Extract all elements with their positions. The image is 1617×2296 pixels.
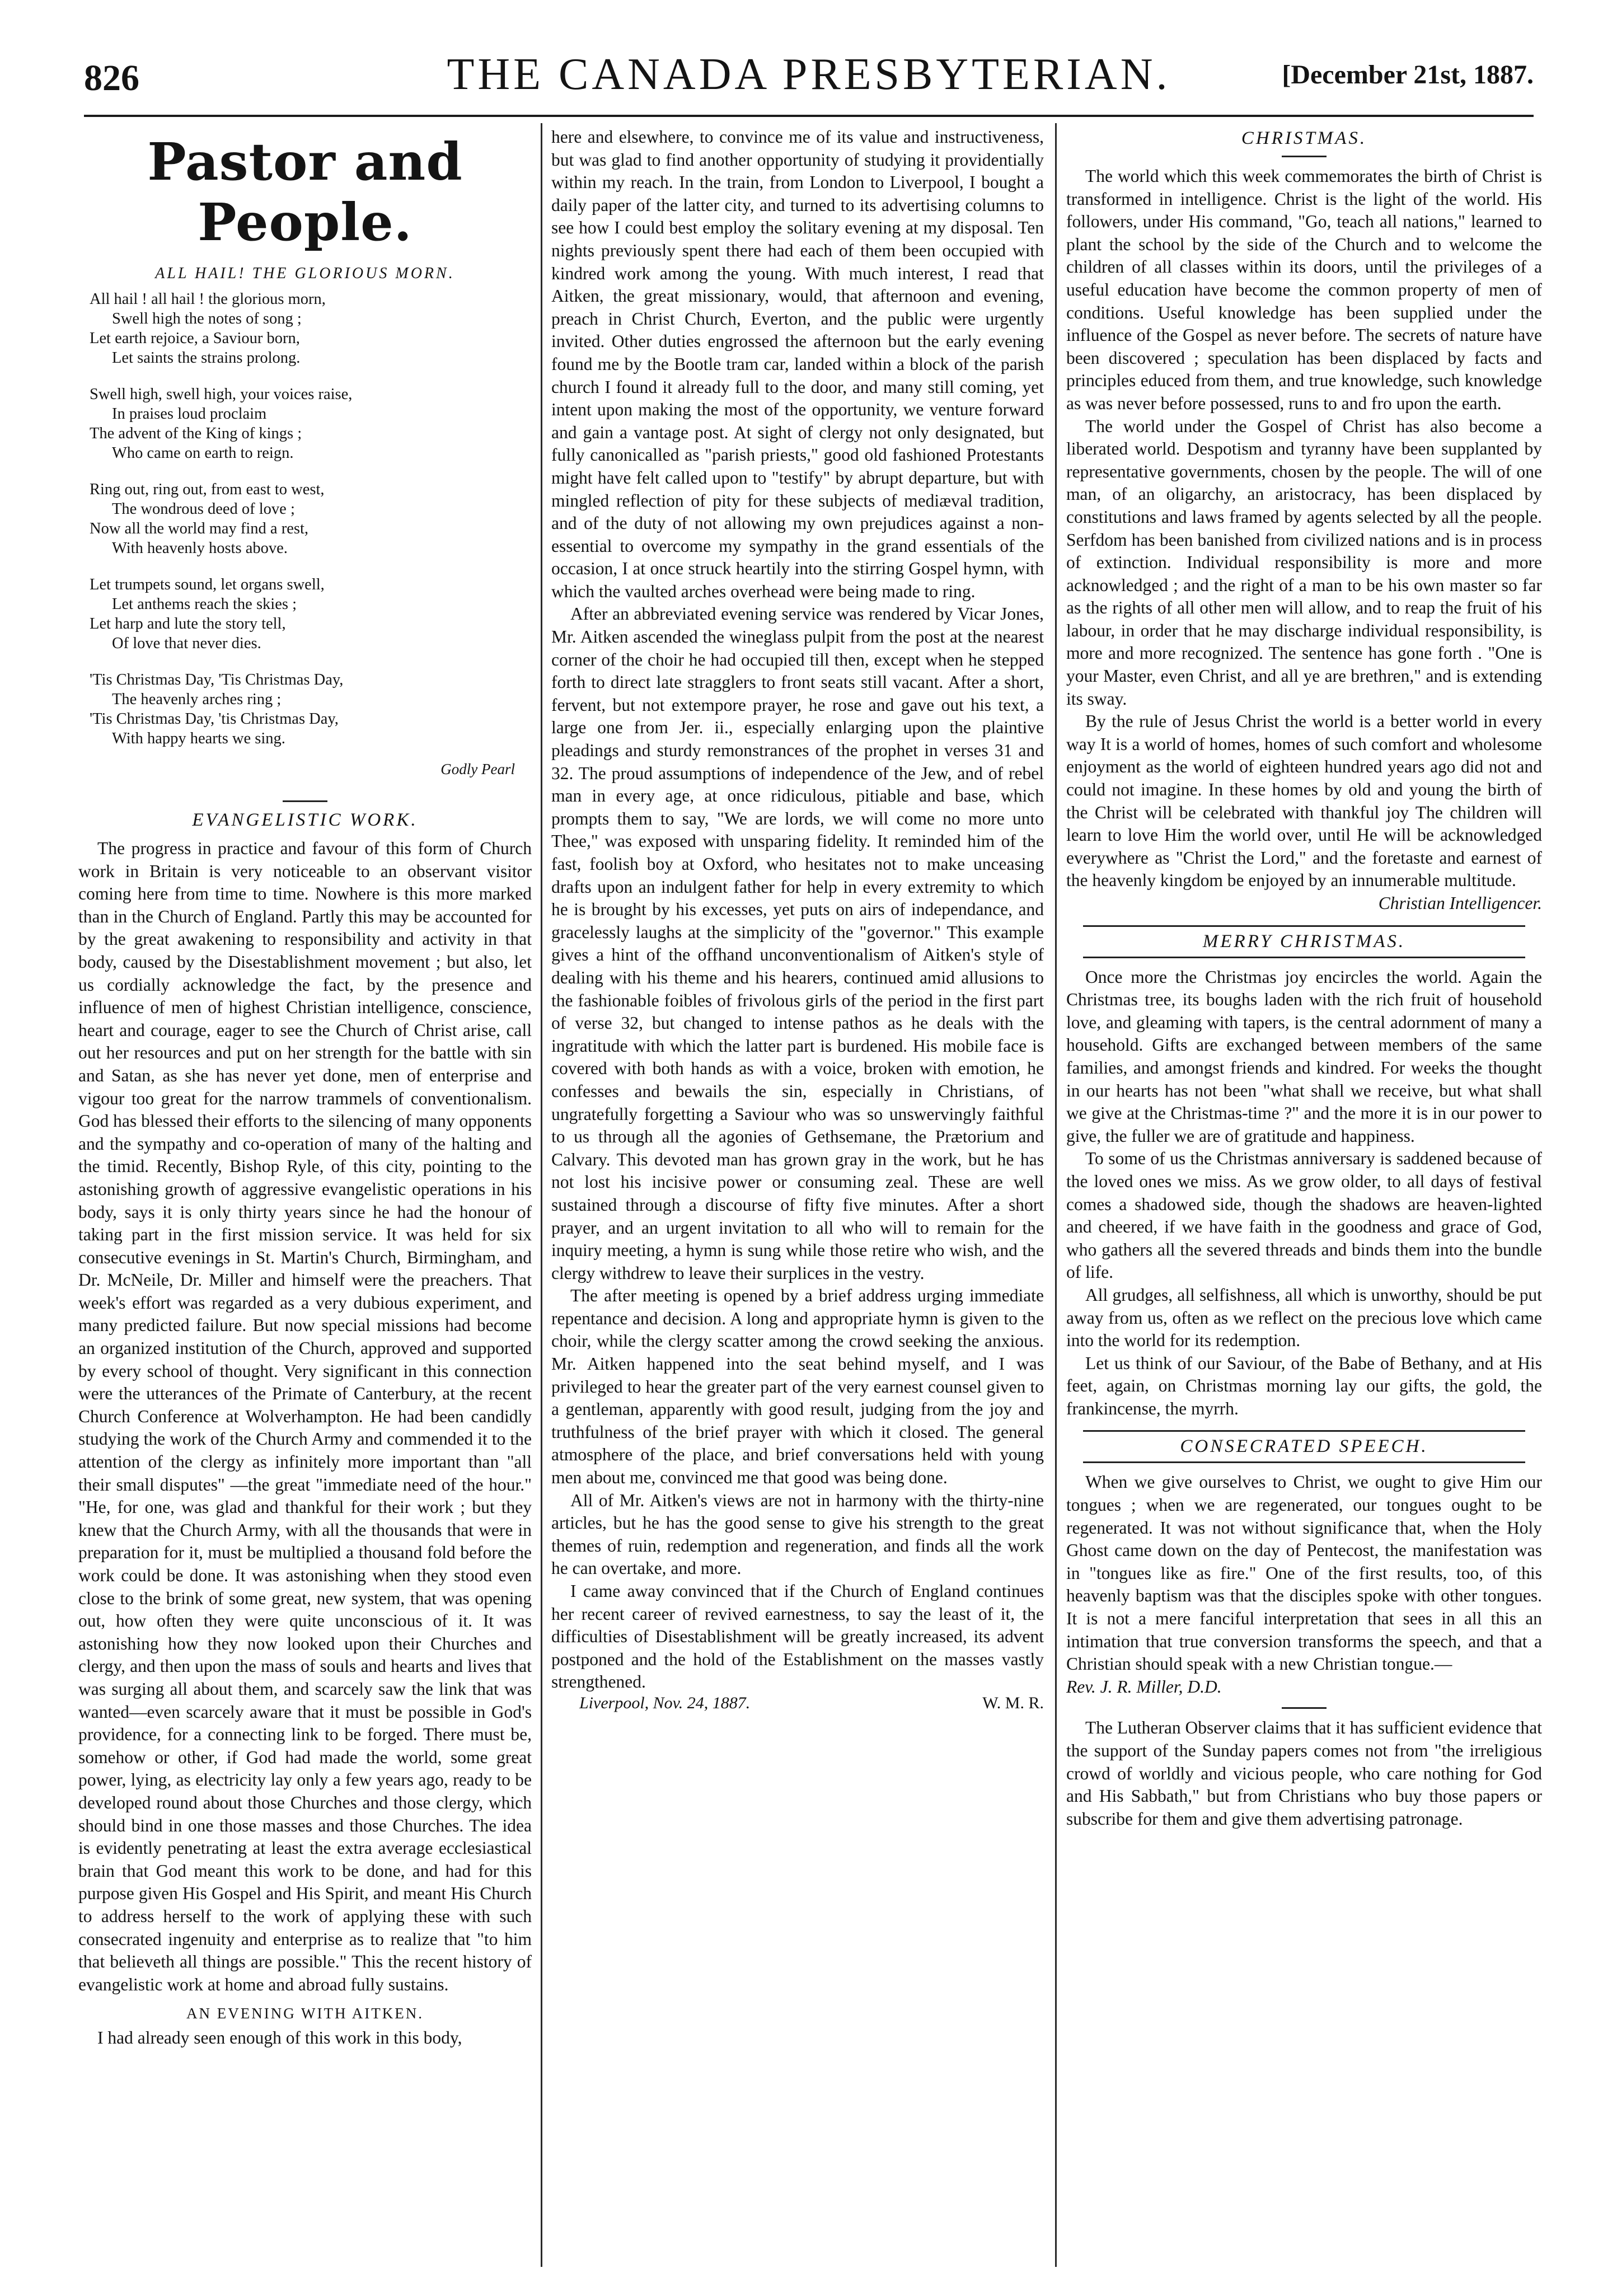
poem-author: Godly Pearl bbox=[440, 761, 515, 777]
poem-line: Ring out, ring out, from east to west, bbox=[90, 481, 325, 498]
column-1 bbox=[78, 126, 532, 2275]
poem-line: 'Tis Christmas Day, 'tis Christmas Day, bbox=[90, 710, 339, 728]
dateline: Liverpool, Nov. 24, 1887. bbox=[579, 1693, 751, 1712]
section-head-box bbox=[1083, 925, 1525, 958]
article-paragraph: After an abbreviated evening service was rendered by Vicar Jones, Mr. Aitken ascended the wineglass pulpit from the post at the nearest corner of the choir he had occupied till then, except when he stepped forth to direct late stragglers to front seats still vacant. After a short, fervent, but not extempore prayer, he rose and gave out his text, a large one from Jer. ii., especially enlarging upon the plaintive pleadings and sturdy remonstrances of the prophet in verses 31 and 32. The proud assumptions of independence of the Jew, and of rebel man in every age, at once ridiculous, pitiable and base, which prompts them to say, "We are lords, we will come no more unto Thee," was exposed with unsparing fidelity. It reminded him of the fast, foolish boy at Oxford, who hesitates not to make unceasing drafts upon an indulgent father for help in every extremity to which he is brought by his excesses, yet puts on airs of independance, and gracelessly laughs at the simplicity of the "governor." This example gives a hint of the offhand unconventionalism of Aitken's style of dealing with his theme and his hearers, continued amid allusions to the fashionable foibles of frivolous girls of the period in the first part of verse 32, but changed to intense pathos as he deals with the ingratitude with which the latter part is burdened. His mobile face is covered with both hands as with a voice, broken with emotion, he confesses and bewails the sin, especially in Christians, of ungratefully forgetting a Saviour who was so unswervingly faithful to us through all the agonies of Gethsemane, the Prætorium and Calvary. This devoted man has grown gray in the work, but he has not lost his incisive power or consuming zeal. These are well sustained through a discourse of fifty five minutes. After a short prayer, and an urgent invitation to all who will to remain for the inquiry meeting, a hymn is sung while those retire who wish, and the clergy withdrew to leave their surplices in the vestry. bbox=[551, 604, 1044, 1283]
article-paragraph: I had already seen enough of this work in this body, bbox=[97, 2028, 462, 2048]
attribution: Rev. J. R. Miller, D.D. bbox=[1066, 1676, 1222, 1697]
section-title-consecrated-speech: CONSECRATED SPEECH. bbox=[1180, 1436, 1428, 1457]
poem-line: Of love that never dies. bbox=[112, 635, 261, 652]
article-paragraph: By the rule of Jesus Christ the world is a better world in every way It is a world of homes, homes of such comfort and wholesome enjoyment as the world of eighteen hundred years ago did not and could not imagine. In these homes by old and young the birth of the Christ will be celebrated with thankful joy The children will learn to love Him the world over, until He will be acknowledged everywhere as "Christ the Lord," and the foretaste and earnest of the heavenly kingdom be enjoyed by an innumerable multitude. bbox=[1066, 711, 1542, 891]
issue-date: [December 21st, 1887. bbox=[1282, 60, 1534, 90]
poem-line: Let trumpets sound, let organs swell, bbox=[90, 576, 325, 593]
paper-title: THE CANADA PRESBYTERIAN. bbox=[447, 50, 1171, 99]
poem-stanza bbox=[90, 575, 532, 653]
column-divider-1 bbox=[541, 123, 542, 2267]
poem-line: 'Tis Christmas Day, 'Tis Christmas Day, bbox=[90, 671, 344, 688]
article-paragraph: All grudges, all selfishness, all which is unworthy, should be put away from us, often as we reflect on the precious love which came into the world for its redemption. bbox=[1066, 1285, 1542, 1351]
section-title-merry-christmas: MERRY CHRISTMAS. bbox=[1202, 931, 1406, 952]
poem-line: The heavenly arches ring ; bbox=[112, 691, 282, 708]
poem bbox=[90, 289, 532, 748]
section-title-evangelistic: EVANGELISTIC WORK. bbox=[192, 810, 418, 830]
section-title-christmas: CHRISTMAS. bbox=[1241, 128, 1367, 148]
signature: W. M. R. bbox=[982, 1693, 1044, 1712]
poem-title: ALL HAIL! THE GLORIOUS MORN. bbox=[155, 265, 455, 282]
article-paragraph: The progress in practice and favour of this form of Church work in Britain is very noticeable to an observant visitor coming here from time to time. Nowhere is this more marked than in the Church of England. Partly this may be accounted for by the great awakening to responsibility and activity in that body, caused by the Disestablishment movement ; but also, let us cordially acknowledge the fact, by the presence and influence of men of highest Christian intelligence, conscience, heart and courage, eager to see the Church of Christ arise, call out her resources and put on her strength for the battle with sin and Satan, as she has never yet done, men of enterprise and vigour too great for the narrow trammels of conventionalism. God has blessed their efforts to the silencing of many opponents and the sympathy and co-operation of many of the halting and the timid. Recently, Bishop Ryle, of this city, pointing to the astonishing growth of aggressive evangelistic operations in his body, says it is only thirty years since he had the honour of taking part in the first mission service. It was held for six consecutive evenings in St. Martin's Church, Birmingham, and Dr. McNeile, Dr. Miller and himself were the preachers. That week's effort was regarded as a very dubious experiment, and many predicted failure. But now special missions had become an organized institution of the Church, approved and supported by every school of thought. Very significant in this connection were the utterances of the Primate of Canterbury, at the recent Church Conference at Wolverhampton. He had been candidly studying the work of the Church Army and commended it to the attention of the clergy as infinitely more important than "all their small disputes" —the great "immediate need of the hour." "He, for one, was glad and thankful for their work ; but they knew that the Church Army, with all the thousands that were in preparation for it, must be multiplied a thousand fold before the work could be done. It was astonishing when they stood even close to the brink of some great, new system, that was opening out, how often they were quite unconscious of it. It was astonishing how they now looked upon their Churches and clergy, and then upon the mass of souls and hearts and lives that was surging all about them, and scarcely saw the link that was wanted—even scarcely aware that it must be possible in God's providence, for a connecting link to be forged. There must be, somehow or other, if God had made the world, some great power, lying, as electricity lay only a few years ago, ready to be developed round about those Churches and those clergy, which should bind in one those masses and those Churches. The idea is evidently penetrating at least the extra average ecclesiastical brain that God meant this work to be done, and had for this purpose given His Gospel and His Spirit, and meant His Church to address herself to the work of applying these with such consecrated ingenuity and enterprise as to realize that "to him that believeth all things are possible." This the recent history of evangelistic work at home and abroad fully sustains. bbox=[78, 838, 532, 1994]
article-paragraph: The Lutheran Observer claims that it has sufficient evidence that the support of the Sunday papers comes not from "the irreligious crowd of worldly and vicious people, who care nothing for God and His Sabbath," but from Christians who buy those papers or subscribe for them and give them advertising patronage. bbox=[1066, 1718, 1542, 1829]
article-paragraph: The world under the Gospel of Christ has also become a liberated world. Despotism and tyranny have been supplanted by representative governments, chosen by the people. The will of one man, of an oligarchy, an aristocracy, has been displaced by constitutions and laws framed by agents selected by all the people. Serfdom has been banished from civilized nations and is in process of extinction. Individual responsibility is more and more acknowledged ; and the right of a man to be his own master so far as the rights of all other men will allow, and to reap the fruit of his labour, in order that he may discharge individual responsibility, is more and more recognized. The sentence has gone forth . "One is your Master, even Christ, and all ye are brethren," and is extending its sway. bbox=[1066, 416, 1542, 709]
article-paragraph: The after meeting is opened by a brief address urging immediate repentance and decision. A long and appropriate hymn is given to the choir, while the clergy scatter among the crowd seeking the anxious. Mr. Aitken happened into the seat behind myself, and I was privileged to hear the greater part of the very earnest counsel given to a gentleman, apparently with good result, judging from the joy and truthfulness of the brief prayer with which it closed. The general atmosphere of the place, and brief conversations held with young men about me, convinced me that good was being done. bbox=[551, 1286, 1044, 1488]
poem-stanza bbox=[90, 670, 532, 748]
article-paragraph: When we give ourselves to Christ, we ought to give Him our tongues ; when we are regenerated, our tongues ought to be regenerated. It was not without significance that, when the Holy Ghost came down on the day of Pentecost, the manifestation was in "tongues like as fire." One of the first results, too, of this heavenly baptism was that the disciples spoke with other tongues. It is not a mere fanciful interpretation that sees in all this an intimation that true conversion transforms the speech, and that a Christian should speak with a new Christian tongue.— bbox=[1066, 1472, 1542, 1674]
poem-line: In praises loud proclaim bbox=[112, 405, 267, 423]
poem-line: Swell high the notes of song ; bbox=[112, 310, 302, 327]
section-head-box bbox=[1083, 1430, 1525, 1463]
article-paragraph: The world which this week commemorates the birth of Christ is transformed in intelligence. Christ is the light of the world. His followers, under His command, "Go, teach all nations," learned to plant the school by the side of the Church and to welcome the children of all classes within its doors, until the privileges of a useful education have become the common property of men of conditions. Useful knowledge has been supplied under the influence of the Gospel as never before. The secrets of nature have been discovered ; speculation has been displaced by facts and principles educed from them, and true knowledge, such knowledge as was never before possessed, runs to and fro upon the earth. bbox=[1066, 166, 1542, 413]
poem-stanza bbox=[90, 385, 532, 463]
poem-line: Let anthems reach the skies ; bbox=[112, 596, 297, 613]
poem-stanza bbox=[90, 480, 532, 558]
poem-line: Swell high, swell high, your voices raise, bbox=[90, 386, 353, 403]
article-paragraph: here and elsewhere, to convince me of its value and instructiveness, but was glad to find another opportunity of studying it providentially within my reach. In the train, from London to Liverpool, I bought a daily paper of the latter city, and turned to its advertising columns to see how I could best employ the solitary evening at my disposal. Ten nights previously spent there had each of them been occupied with kindred work among the young. With much interest, I read that Aitken, the great missionary, would, that afternoon and evening, preach in Christ Church, Everton, and the public were urgently invited. Other duties engrossed the afternoon but the early evening found me by the Bootle tram car, landed within a block of the parish church I found it already full to the door, and many still coming, yet intent upon making the most of the opportunity, we venture forward and gain a vantage post. At sight of clergy not only designated, but fully canonicalled as "parish priests," good old fashioned Protestants might have felt called upon to "testify" by abrupt departure, but with mingled reflection of pity for these subjects of mediæval tradition, and of the duty of not allowing my own prejudices against a non-essential to overcome my sympathy in the grand essentials of the occasion, I at once struck heartily into the stirring Gospel hymn, with which the vaulted arches overhead were being made to ring. bbox=[551, 127, 1044, 601]
poem-stanza bbox=[90, 289, 532, 368]
page-number: 826 bbox=[84, 58, 139, 99]
article-paragraph: All of Mr. Aitken's views are not in harmony with the thirty-nine articles, but he has the good sense to give his strength to the great themes of ruin, redemption and regeneration, and finds all the work he can overtake, and more. bbox=[551, 1490, 1044, 1578]
poem-line: All hail ! all hail ! the glorious morn, bbox=[90, 290, 326, 308]
article-paragraph: Let us think of our Saviour, of the Babe of Bethany, and at His feet, again, on Christmas morning lay our gifts, the gold, the frankincense, the myrrh. bbox=[1066, 1353, 1542, 1418]
poem-line: Let harp and lute the story tell, bbox=[90, 615, 286, 632]
poem-line: The wondrous deed of love ; bbox=[112, 500, 295, 518]
page-header bbox=[84, 49, 1534, 105]
poem-line: With happy hearts we sing. bbox=[112, 730, 285, 747]
article-paragraph: I came away convinced that if the Church of England continues her recent career of revived earnestness, to say the least of it, the difficulties of Disestablishment will be greatly increased, its advent postponed and the hold of the Establishment on the masses vastly strengthened. bbox=[551, 1581, 1044, 1692]
column-3 bbox=[1066, 126, 1542, 2275]
poem-line: Now all the world may find a rest, bbox=[90, 520, 308, 537]
article-paragraph: To some of us the Christmas anniversary is saddened because of the loved ones we miss. As we grow older, to all days of festival comes a shadowed side, though the shadows are heaven-lighted and cheered, if we have faith in the goodness and grace of God, who gathers all the severed threads and binds them into the bundle of life. bbox=[1066, 1149, 1542, 1282]
section-rule bbox=[1282, 156, 1327, 157]
column-2 bbox=[551, 126, 1044, 2275]
section-rule bbox=[1282, 1707, 1327, 1709]
signature-row bbox=[551, 1694, 1044, 1713]
subsection-title: AN EVENING WITH AITKEN. bbox=[186, 2005, 424, 2022]
header-rule bbox=[84, 115, 1534, 117]
attribution: Christian Intelligencer. bbox=[1378, 893, 1542, 913]
column-divider-2 bbox=[1055, 123, 1057, 2267]
poem-line: Who came on earth to reign. bbox=[112, 444, 294, 462]
poem-line: With heavenly hosts above. bbox=[112, 540, 288, 557]
poem-line: The advent of the King of kings ; bbox=[90, 425, 302, 442]
poem-line: Let earth rejoice, a Saviour born, bbox=[90, 330, 300, 347]
section-rule bbox=[283, 800, 327, 802]
department-title: Pastor and People. bbox=[147, 132, 463, 252]
article-paragraph: Once more the Christmas joy encircles the world. Again the Christmas tree, its boughs laden with the rich fruit of household love, and gleaming with tapers, is the central adornment of many a household. Gifts are exchanged between members of the same families, and amongst friends and kindred. For weeks the thought in our hearts has not been "what shall we receive, but what shall we give at the Christmas-time ?" and the more it is in our power to give, the fuller we are of gratitude and happiness. bbox=[1066, 967, 1542, 1146]
poem-line: Let saints the strains prolong. bbox=[112, 349, 301, 367]
